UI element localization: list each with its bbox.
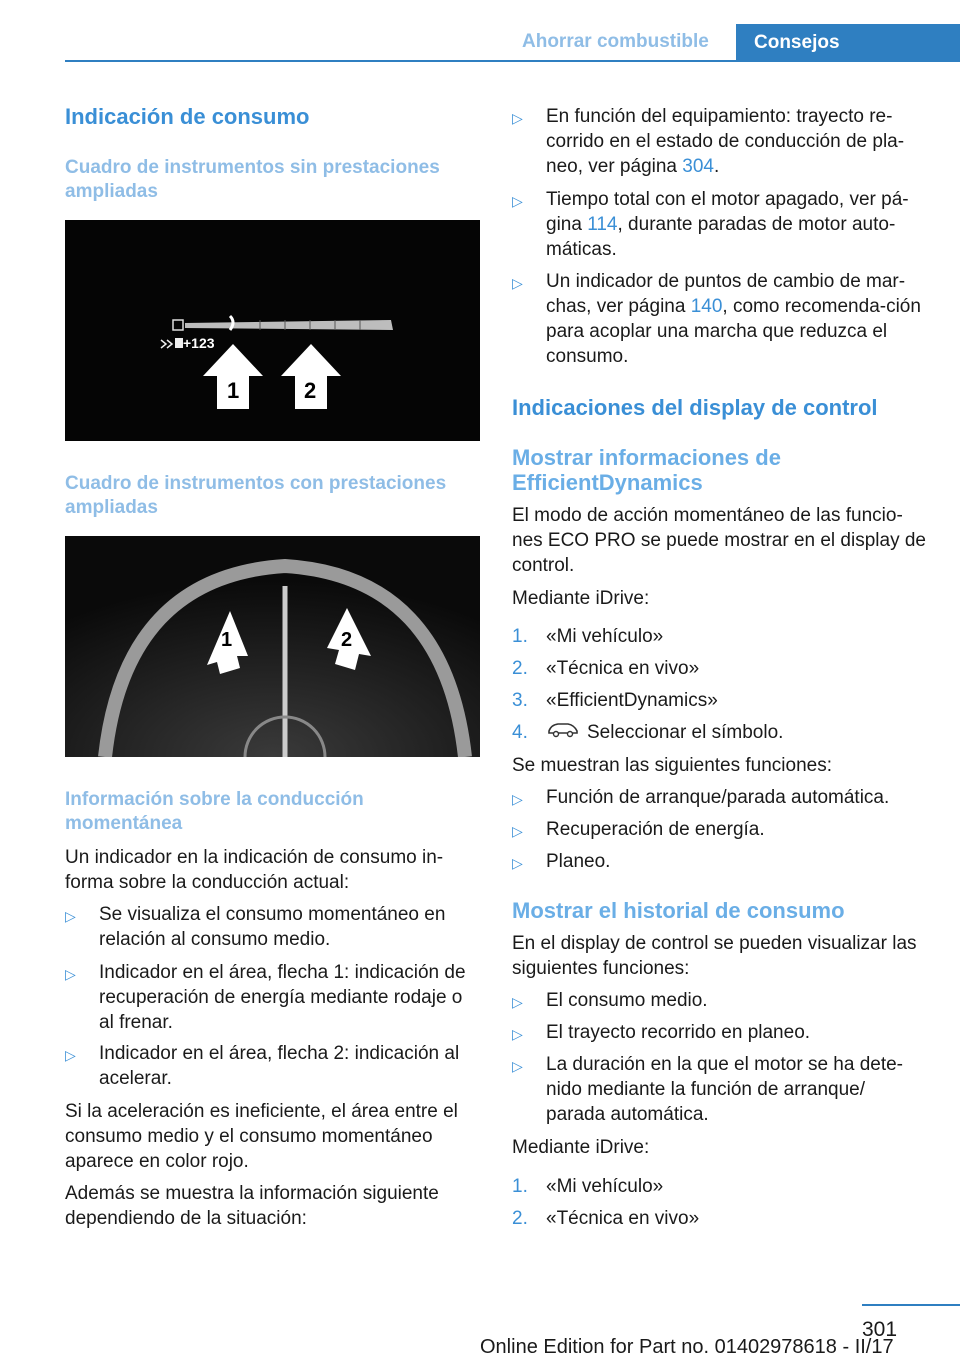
triangle-bullet-icon: ▷ — [512, 110, 523, 126]
cluster-basic-illustration — [65, 220, 480, 441]
fig2-arrow1-label: 1 — [221, 629, 233, 651]
figure-cluster-extended — [65, 536, 480, 757]
page-number: 301 — [862, 1318, 898, 1341]
triangle-bullet-icon: ▷ — [512, 823, 523, 839]
heading-efficientdynamics: Mostrar informaciones de EfficientDynamics — [512, 445, 781, 495]
footer-divider — [862, 1304, 960, 1306]
heading-history: Mostrar el historial de consumo — [512, 898, 845, 923]
paragraph-inefficient: Si la aceleración es ineficiente, el área entre el consumo medio y el consumo momentáneo aparece en color rojo. — [65, 1101, 458, 1172]
triangle-bullet-icon: ▷ — [512, 193, 523, 209]
heading-display: Indicaciones del display de control — [512, 395, 878, 420]
paragraph-functions: Se muestran las siguientes funciones: — [512, 755, 833, 776]
triangle-bullet-icon: ▷ — [512, 994, 523, 1010]
idrive-label-2: Mediante iDrive: — [512, 1137, 650, 1158]
fig1-arrow2-label: 2 — [304, 378, 317, 403]
section-title: Indicación de consumo — [65, 104, 310, 129]
paragraph-efficientdynamics: El modo de acción momentáneo de las funcio-nes ECO PRO se puede mostrar en el display de control. — [512, 505, 926, 576]
figure-cluster-basic — [65, 220, 480, 441]
header-divider — [65, 60, 960, 62]
cluster-extended-illustration — [65, 536, 480, 757]
car-icon — [546, 720, 580, 745]
triangle-bullet-icon: ▷ — [512, 1026, 523, 1042]
edition-footer: Online Edition for Part no. 01402978618 - II/17 — [480, 1336, 894, 1358]
breadcrumb[interactable]: Ahorrar combustible — [522, 31, 709, 52]
triangle-bullet-icon: ▷ — [512, 1058, 523, 1074]
page-link-140[interactable]: 140 — [690, 296, 723, 317]
triangle-bullet-icon: ▷ — [512, 855, 523, 871]
fig2-arrow2-label: 2 — [341, 629, 353, 651]
triangle-bullet-icon: ▷ — [512, 791, 523, 807]
triangle-bullet-icon: ▷ — [512, 275, 523, 291]
intro-paragraph: Un indicador en la indicación de consumo in-forma sobre la conducción actual: — [65, 847, 444, 893]
fig1-value: +123 — [183, 335, 215, 351]
page-link-114[interactable]: 114 — [587, 214, 618, 235]
idrive-label-1: Mediante iDrive: — [512, 588, 650, 609]
fuel-icon — [175, 338, 183, 348]
page-link-304[interactable]: 304 — [682, 156, 714, 177]
triangle-bullet-icon: ▷ — [65, 908, 76, 924]
subheading-with-extended: Cuadro de instrumentos con prestaciones ampliadas — [65, 473, 447, 518]
paragraph-history: En el display de control se pueden visualizar las siguientes funciones: — [512, 933, 917, 979]
subheading-momentary-driving: Información sobre la conducción momentánea — [65, 789, 364, 834]
subheading-without-extended: Cuadro de instrumentos sin prestaciones ampliadas — [65, 157, 440, 202]
fig1-arrow1-label: 1 — [227, 378, 240, 403]
triangle-bullet-icon: ▷ — [65, 966, 76, 982]
tab-consejos[interactable]: Consejos — [736, 24, 960, 62]
page-header — [0, 0, 960, 62]
paragraph-additional: Además se muestra la información siguiente dependiendo de la situación: — [65, 1183, 439, 1229]
triangle-bullet-icon: ▷ — [65, 1047, 76, 1063]
